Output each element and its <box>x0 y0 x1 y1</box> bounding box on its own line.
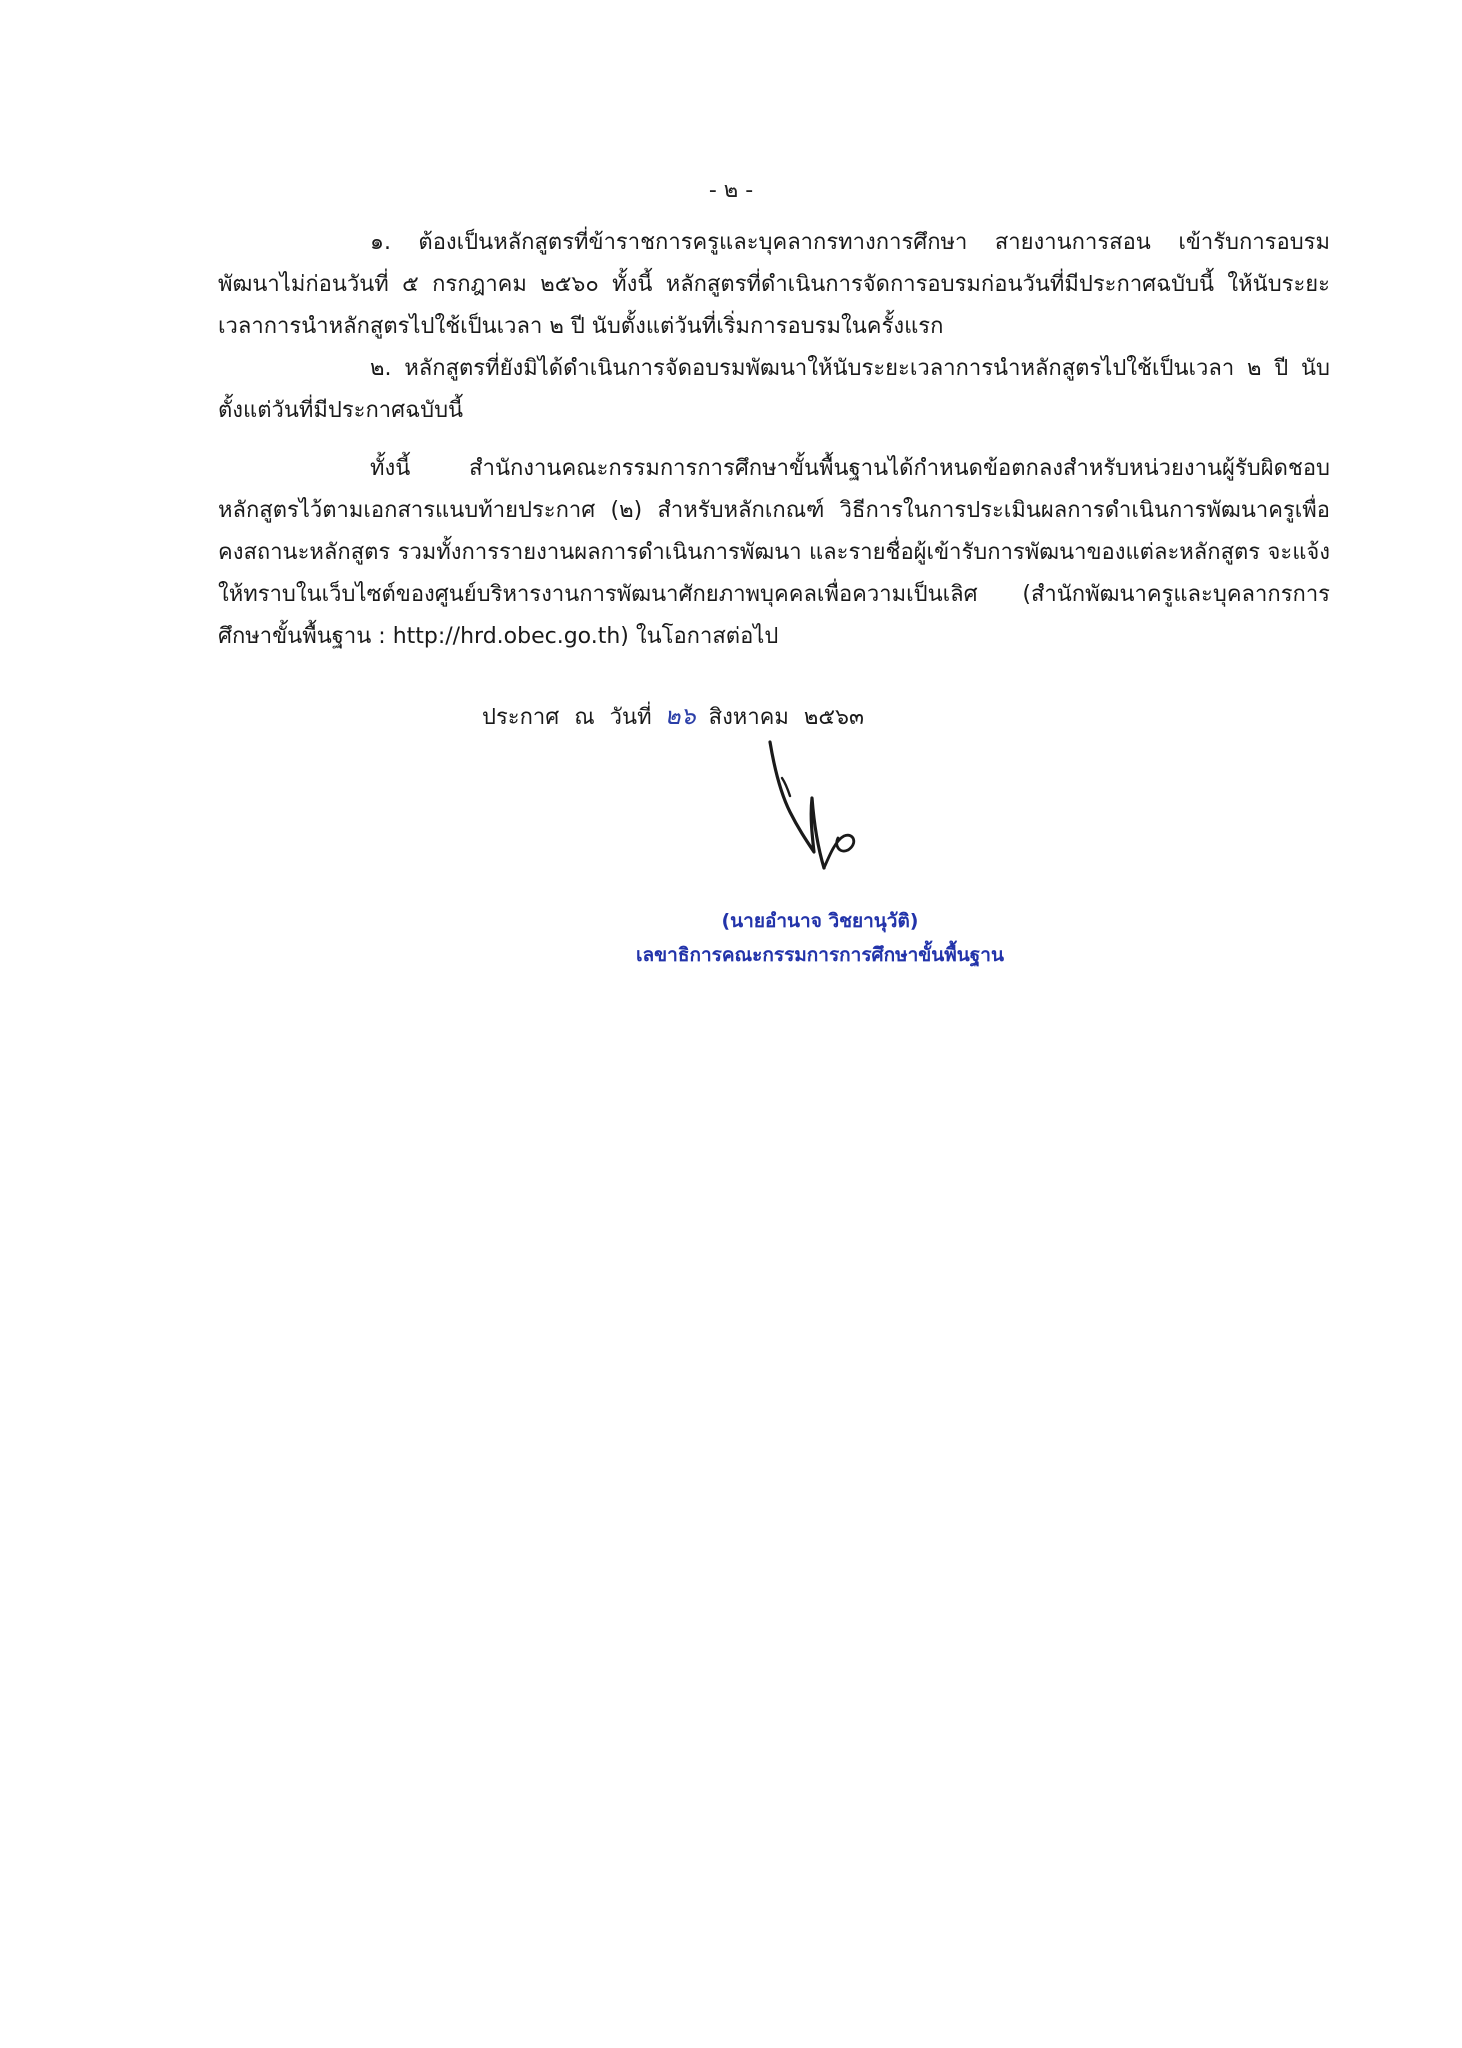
handwritten-signature <box>740 738 870 878</box>
date-separator: ณ <box>574 705 595 730</box>
document-body <box>218 222 1330 658</box>
date-prefix: ประกาศ <box>482 705 560 730</box>
signer-name: (นายอำนาจ วิชยานุวัติ) <box>721 910 919 932</box>
signer-position: เลขาธิการคณะกรรมการการศึกษาขั้นพื้นฐาน <box>636 944 1004 966</box>
signer-block <box>600 904 1040 972</box>
date-year: ๒๕๖๓ <box>803 705 865 730</box>
date-day: ๒๖ <box>664 702 696 730</box>
page-number: - ๒ - <box>708 178 754 203</box>
closing-paragraph: ทั้งนี้ สำนักงานคณะกรรมการการศึกษาขั้นพื้นฐานได้กำหนดข้อตกลงสำหรับหน่วยงานผู้รับผิดชอบหลักสูตรไว้ตามเอกสารแนบท้ายประกาศ (๒) สำหรับหลักเกณฑ์ วิธีการในการประเมินผลการดำเนินการพัฒนาครูเพื่อคงสถานะหลักสูตร รวมทั้งการรายงานผลการดำเนินการพัฒนา และรายชื่อผู้เข้ารับการพัฒนาของแต่ละหลักสูตร จะแจ้งให้ทราบในเว็บไซต์ของศูนย์บริหารงานการพัฒนาศักยภาพบุคคลเพื่อความเป็นเลิศ (สำนักพัฒนาครูและบุคลากรการศึกษาขั้นพื้นฐาน : http://hrd.obec.go.th) ในโอกาสต่อไป <box>218 456 1330 649</box>
signature-stroke-main <box>770 742 824 868</box>
announcement-date-line <box>482 700 872 734</box>
clause-1: ๑. ต้องเป็นหลักสูตรที่ข้าราชการครูและบุคลากรทางการศึกษา สายงานการสอน เข้ารับการอบรมพัฒนาไม่ก่อนวันที่ ๕ กรกฎาคม ๒๕๖๐ ทั้งนี้ หลักสูตรที่ดำเนินการจัดการอบรมก่อนวันที่มีประกาศฉบับนี้ ให้นับระยะเวลาการนำหลักสูตรไปใช้เป็นเวลา ๒ ปี นับตั้งแต่วันที่เริ่มการอบรมในครั้งแรก <box>218 230 1330 339</box>
date-day-label: วันที่ <box>609 705 652 730</box>
clause-2: ๒. หลักสูตรที่ยังมิได้ดำเนินการจัดอบรมพัฒนาให้นับระยะเวลาการนำหลักสูตรไปใช้เป็นเวลา ๒ ปี นับตั้งแต่วันที่มีประกาศฉบับนี้ <box>218 356 1330 423</box>
date-month: สิงหาคม <box>708 705 789 730</box>
signature-stroke-loop <box>824 835 854 868</box>
